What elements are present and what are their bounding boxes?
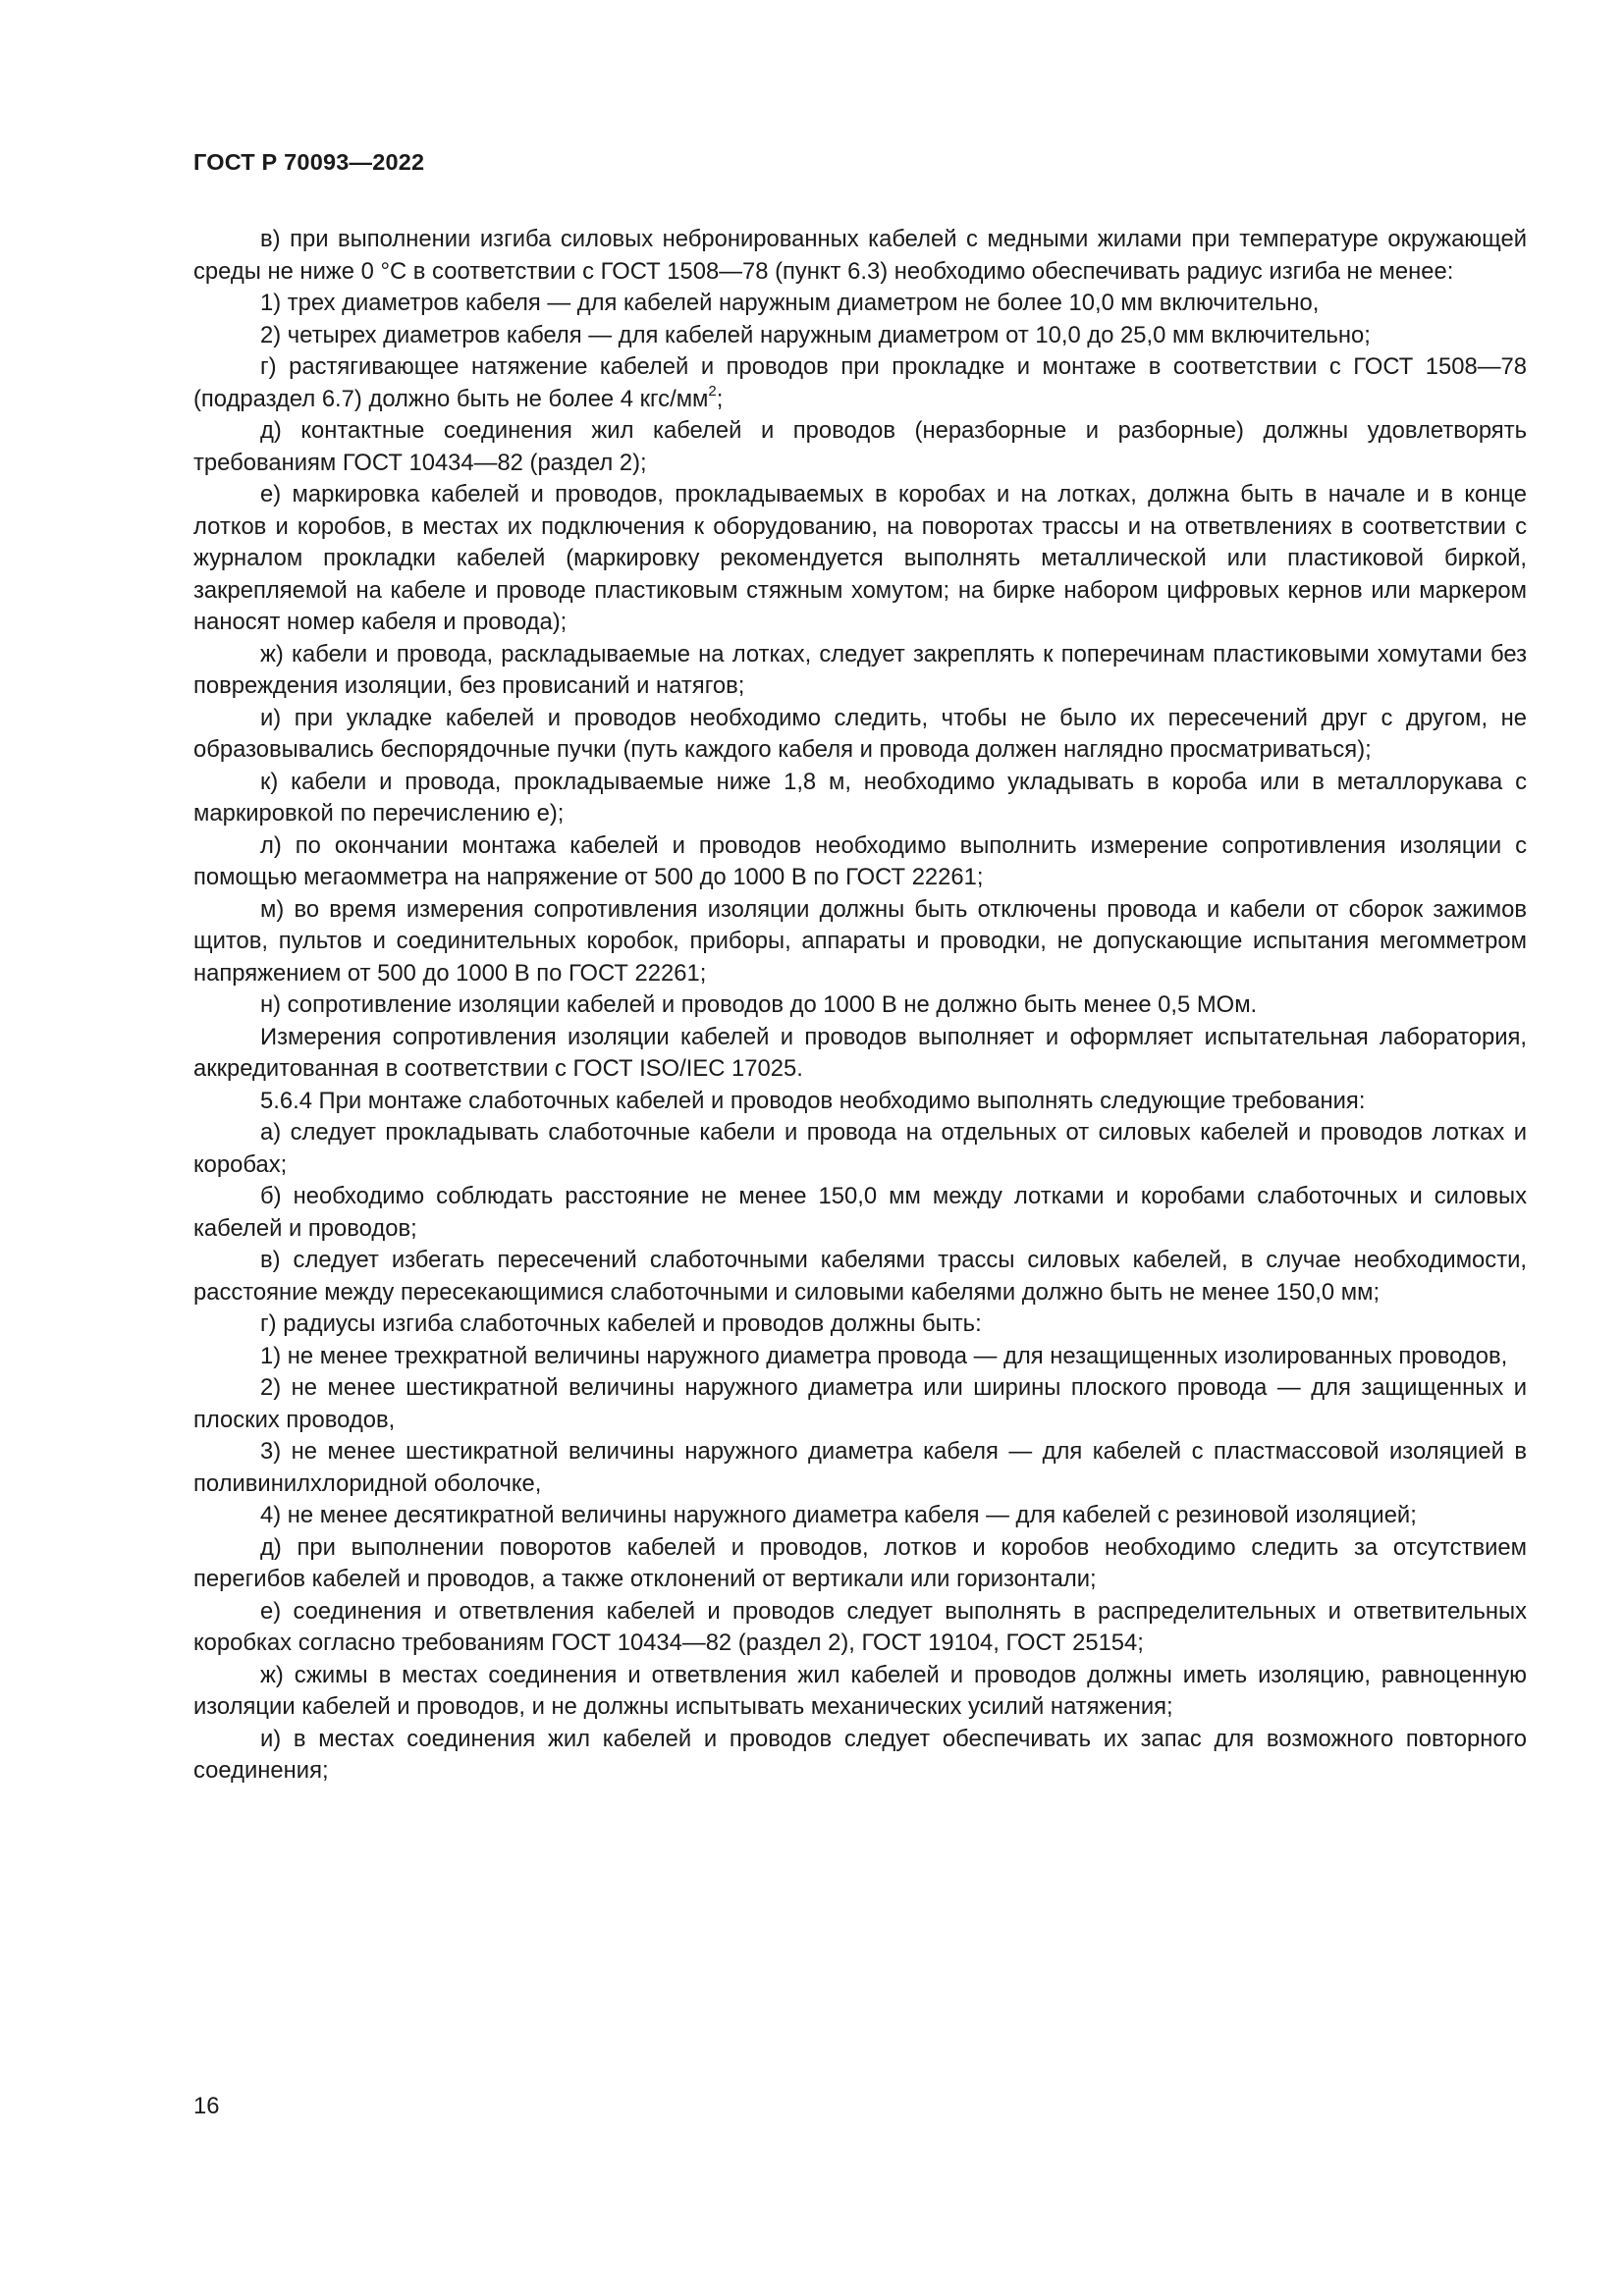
paragraph-g-tension — [193, 351, 1527, 415]
paragraph-zh-clamps: ж) сжимы в местах соединения и ответвления жил кабелей и проводов должны иметь изоляцию, равноценную изоляции кабелей и проводов, и не должны испытывать механических усилий натяжения; — [193, 1661, 1527, 1720]
paragraph-i-laying: и) при укладке кабелей и проводов необходимо следить, чтобы не было их пересечений друг с другом, не образовывались беспорядочные пучки (путь каждого кабеля и провода должен наглядно просматриваться); — [193, 704, 1527, 763]
paragraph-a-separate-trays: а) следует прокладывать слаботочные кабели и провода на отдельных от силовых кабелей и проводов лотках и коробах; — [193, 1119, 1527, 1178]
paragraph-e-marking: е) маркировка кабелей и проводов, прокладываемых в коробах и на лотках, должна быть в начале и в конце лотков и коробов, в местах их подключения к оборудованию, на поворотах трассы и на ответвлениях в соответствии с журналом прокладки кабелей (маркировку рекомендуется выполнять металлической или пластиковой биркой, закрепляемой на кабеле и проводе пластиковым стяжным хомутом; на бирке набором цифровых кернов или маркером наносят номер кабеля и провода); — [193, 481, 1527, 635]
paragraph-v-item-1: 1) трех диаметров кабеля — для кабелей наружным диаметром не более 10,0 мм включительно, — [260, 290, 1320, 316]
paragraph-g-tension-text: г) растягивающее натяжение кабелей и проводов при прокладке и монтаже в соответствии с ГОСТ 1508—78 (подраздел 6.7) должно быть не более 4 кгс/мм — [193, 353, 1527, 412]
paragraph-zh-trays: ж) кабели и провода, раскладываемые на лотках, следует закреплять к поперечинам пластиковыми хомутами без повреждения изоляции, без провисаний и натягов; — [193, 640, 1527, 699]
paragraph-k-below-1-8m: к) кабели и провода, прокладываемые ниже 1,8 м, необходимо укладывать в короба или в металлорукава с маркировкой по перечислению е); — [193, 768, 1527, 827]
paragraph-g-item-1: 1) не менее трехкратной величины наружного диаметра провода — для незащищенных изолированных проводов, — [260, 1342, 1508, 1369]
paragraph-i-reserve: и) в местах соединения жил кабелей и проводов следует обеспечивать их запас для возможного повторного соединения; — [193, 1725, 1527, 1784]
document-header-title: ГОСТ Р 70093—2022 — [193, 149, 425, 175]
paragraph-g-item-4: 4) не менее десятикратной величины наружного диаметра кабеля — для кабелей с резиновой изоляцией; — [260, 1502, 1417, 1528]
paragraph-g-item-3: 3) не менее шестикратной величины наружного диаметра кабеля — для кабелей с пластмассовой изоляцией в поливинилхлоридной оболочке, — [193, 1438, 1527, 1497]
paragraph-lab-measurement: Измерения сопротивления изоляции кабелей и проводов выполняет и оформляет испытательная лаборатория, аккредитованная в соответствии с ГОСТ ISO/IEC 17025. — [193, 1023, 1527, 1082]
paragraph-m-disconnect: м) во время измерения сопротивления изоляции должны быть отключены провода и кабели от сборок зажимов щитов, пультов и соединительных коробок, приборы, аппараты и проводки, не допускающие испытания мегомметром напряжением от 500 до 1000 В по ГОСТ 22261; — [193, 895, 1527, 987]
paragraph-v-crossings: в) следует избегать пересечений слаботочными кабелями трассы силовых кабелей, в случае необходимости, расстояние между пересекающимися слаботочными и силовыми кабелями должно быть не менее 150,0 мм; — [193, 1247, 1527, 1306]
paragraph-v-item-2: 2) четырех диаметров кабеля — для кабелей наружным диаметром от 10,0 до 25,0 мм включительно; — [260, 321, 1371, 348]
paragraph-l-insulation-measure: л) по окончании монтажа кабелей и проводов необходимо выполнить измерение сопротивления изоляции с помощью мегаомметра на напряжение от 500 до 1000 В по ГОСТ 22261; — [193, 831, 1527, 890]
paragraph-v-bend-radius: в) при выполнении изгиба силовых небронированных кабелей с медными жилами при температуре окружающей среды не ниже 0 °С в соответствии с ГОСТ 1508—78 (пункт 6.3) необходимо обеспечивать радиус изгиба не менее: — [193, 226, 1527, 285]
document-body — [193, 224, 1527, 1788]
paragraph-d-contacts: д) контактные соединения жил кабелей и проводов (неразборные и разборные) должны удовлетворять требованиям ГОСТ 10434—82 (раздел 2); — [193, 417, 1527, 476]
paragraph-g-bend-radii: г) радиусы изгиба слаботочных кабелей и проводов должны быть: — [260, 1310, 982, 1337]
paragraph-g-tension-superscript: 2 — [708, 382, 717, 400]
paragraph-d-turns: д) при выполнении поворотов кабелей и проводов, лотков и коробов необходимо следить за отсутствием перегибов кабелей и проводов, а также отклонений от вертикали или горизонтали; — [193, 1533, 1527, 1592]
paragraph-5-6-4: 5.6.4 При монтаже слаботочных кабелей и проводов необходимо выполнять следующие требования: — [260, 1087, 1366, 1114]
paragraph-e-junctions: е) соединения и ответвления кабелей и проводов следует выполнять в распределительных и ответвительных коробках согласно требованиям ГОСТ 10434—82 (раздел 2), ГОСТ 19104, ГОСТ 25154; — [193, 1597, 1527, 1656]
paragraph-g-tension-suffix: ; — [716, 385, 724, 412]
page-number: 16 — [193, 2093, 220, 2119]
paragraph-g-item-2: 2) не менее шестикратной величины наружного диаметра или ширины плоского провода — для защищенных и плоских проводов, — [193, 1374, 1527, 1433]
paragraph-n-resistance: н) сопротивление изоляции кабелей и проводов до 1000 В не должно быть менее 0,5 МОм. — [260, 991, 1258, 1018]
paragraph-b-distance: б) необходимо соблюдать расстояние не менее 150,0 мм между лотками и коробами слаботочных и силовых кабелей и проводов; — [193, 1183, 1527, 1242]
